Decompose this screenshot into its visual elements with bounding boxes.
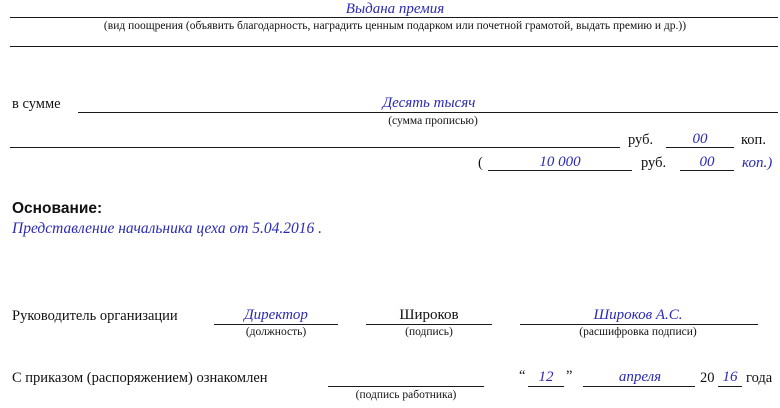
amount-words-line bbox=[78, 112, 778, 113]
signature-name-caption: (расшифровка подписи) bbox=[579, 326, 697, 338]
award-type-line bbox=[10, 17, 778, 18]
basis-value[interactable]: Представление начальника цеха от 5.04.2016 . bbox=[12, 220, 323, 237]
amount-label: в сумме bbox=[12, 96, 61, 112]
employee-signature-line[interactable] bbox=[328, 386, 484, 387]
date-month-value[interactable]: апреля bbox=[618, 369, 662, 385]
rub-label: руб. bbox=[628, 132, 654, 148]
signature-value[interactable]: Широков bbox=[399, 307, 459, 323]
acknowledgement-label: С приказом (распоряжением) ознакомлен bbox=[12, 370, 268, 386]
date-day-value[interactable]: 12 bbox=[538, 369, 554, 385]
date-year-value[interactable]: 16 bbox=[722, 369, 738, 385]
amount-words-line-2 bbox=[10, 147, 620, 148]
position-line bbox=[214, 324, 338, 325]
date-month-line bbox=[583, 386, 695, 387]
kop-label: коп. bbox=[741, 132, 766, 148]
rub-label-2: руб. bbox=[641, 155, 667, 171]
kop-close-label: коп.) bbox=[742, 155, 773, 171]
head-of-organization-label: Руководитель организации bbox=[12, 308, 178, 324]
date-day-line bbox=[528, 386, 564, 387]
employee-signature-caption: (подпись работника) bbox=[355, 389, 457, 401]
amount-digits-value[interactable]: 10 000 bbox=[539, 154, 581, 170]
position-value[interactable]: Директор bbox=[244, 307, 308, 323]
signature-caption: (подпись) bbox=[405, 326, 453, 338]
signature-line bbox=[366, 324, 492, 325]
date-year-suffix: года bbox=[746, 370, 773, 386]
kop-value[interactable]: 00 bbox=[692, 131, 708, 147]
award-type-line-2 bbox=[10, 46, 778, 47]
signature-name-line bbox=[520, 324, 758, 325]
date-year-prefix: 20 bbox=[700, 370, 715, 386]
signature-name-value[interactable]: Широков А.С. bbox=[593, 307, 683, 323]
position-caption: (должность) bbox=[245, 326, 307, 338]
kop-line-2 bbox=[680, 170, 734, 171]
kop-line bbox=[666, 147, 734, 148]
basis-heading: Основание: bbox=[12, 200, 103, 217]
amount-words-caption: (сумма прописью) bbox=[388, 115, 478, 127]
award-type-caption: (вид поощрения (объявить благодарность, наградить ценным подарком или почетной грамотой, выдать премию и др.)) bbox=[103, 20, 687, 32]
amount-words-value[interactable]: Десять тысяч bbox=[382, 95, 476, 111]
date-quote-open: “ bbox=[519, 368, 526, 384]
open-paren: ( bbox=[478, 155, 483, 171]
date-quote-close: ” bbox=[566, 368, 573, 384]
kop-value-2[interactable]: 00 bbox=[699, 154, 715, 170]
amount-digits-line bbox=[488, 170, 632, 171]
award-type-value[interactable]: Выдана премия bbox=[345, 1, 445, 17]
date-year-line bbox=[718, 386, 742, 387]
